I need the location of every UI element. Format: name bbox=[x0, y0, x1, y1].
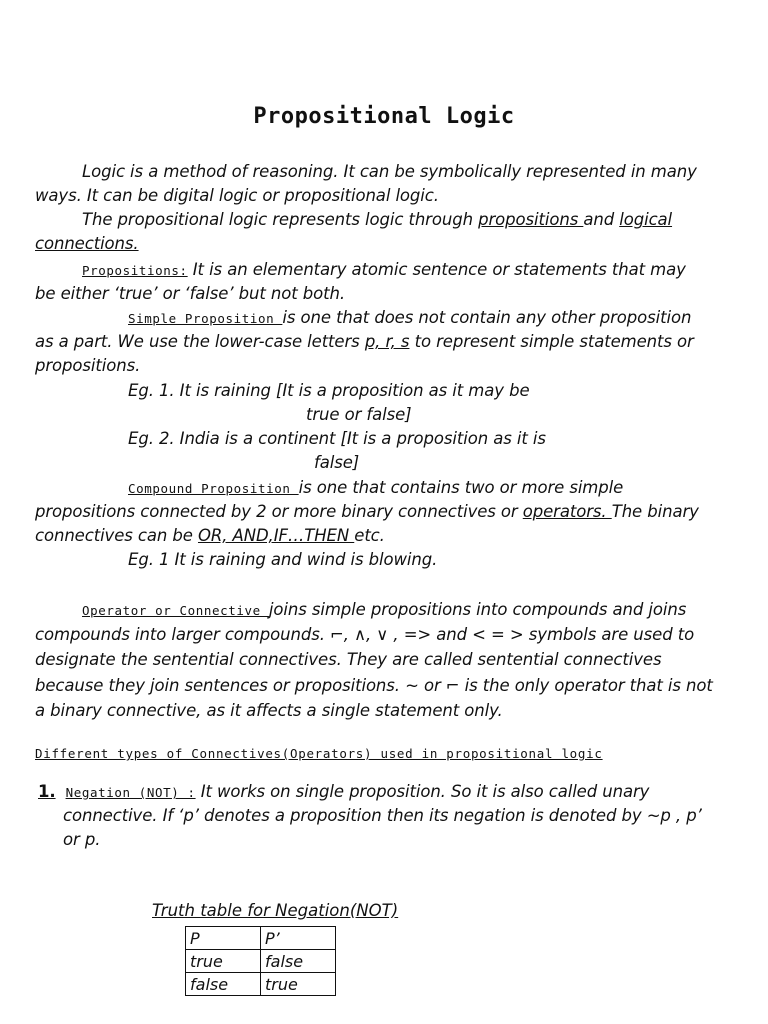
compound-line-1: Compound Proposition is one that contains two or more simple bbox=[128, 478, 624, 497]
example-2-line-a: Eg. 2. India is a continent [It is a proposition as it is bbox=[128, 429, 546, 448]
operator-line-3: designate the sentential connectives. They are called sentential connectives bbox=[35, 650, 662, 669]
compound-line-2: propositions connected by 2 or more binary connectives or operators. The binary bbox=[35, 502, 699, 521]
table-row bbox=[186, 973, 336, 996]
connectives-types-heading: Different types of Connectives(Operators) used in propositional logic bbox=[35, 746, 603, 761]
intro-line-3: The propositional logic represents logic through propositions and logical bbox=[82, 210, 673, 229]
table-cell: true bbox=[261, 973, 336, 996]
operator-line-2: compounds into larger compounds. ⌐, ∧, ∨ , => and < = > symbols are used to bbox=[35, 625, 695, 644]
compound-example: Eg. 1 It is raining and wind is blowing. bbox=[128, 550, 438, 569]
table-cell: false bbox=[261, 950, 336, 973]
header-cell: P’ bbox=[261, 927, 336, 950]
logical-term: logical bbox=[619, 210, 673, 229]
example-1-line-b: true or false] bbox=[306, 405, 412, 424]
operator-label: Operator or Connective bbox=[82, 603, 269, 618]
simple-line-3: propositions. bbox=[35, 356, 141, 375]
truth-table-title: Truth table for Negation(NOT) bbox=[152, 901, 399, 920]
truth-table bbox=[185, 926, 336, 996]
simple-proposition-label: Simple Proposition bbox=[128, 311, 283, 326]
table-cell: true bbox=[186, 950, 261, 973]
compound-line-3: connectives can be OR, AND,IF…THEN etc. bbox=[35, 526, 385, 545]
list-number: 1. bbox=[38, 782, 56, 801]
negation-label: Negation (NOT) : bbox=[65, 785, 196, 800]
negation-line-1: 1. Negation (NOT) : It works on single proposition. So it is also called unary bbox=[38, 782, 650, 801]
propositions-label: Propositions: bbox=[82, 263, 188, 278]
letters-term: p, r, s bbox=[364, 332, 410, 351]
propositions-term: propositions bbox=[478, 210, 584, 229]
table-header-row bbox=[186, 927, 336, 950]
negation-line-3: or p. bbox=[63, 830, 101, 849]
connectives-term: OR, AND,IF…THEN bbox=[197, 526, 355, 545]
header-cell: P bbox=[186, 927, 261, 950]
example-2-line-b: false] bbox=[314, 453, 360, 472]
operators-term: operators. bbox=[522, 502, 612, 521]
page-title: Propositional Logic bbox=[253, 104, 515, 129]
propositions-line-2: be either ‘true’ or ‘false’ but not both. bbox=[35, 284, 345, 303]
table-cell: false bbox=[186, 973, 261, 996]
negation-line-2: connective. If ‘p’ denotes a proposition then its negation is denoted by ~p , p’ bbox=[63, 806, 702, 825]
compound-proposition-label: Compound Proposition bbox=[128, 481, 299, 496]
example-1-line-a: Eg. 1. It is raining [It is a proposition as it may be bbox=[128, 381, 530, 400]
intro-line-4: connections. bbox=[35, 234, 139, 253]
operator-line-4: because they join sentences or propositions. ~ or ⌐ is the only operator that is not bbox=[35, 676, 713, 695]
table-row bbox=[186, 950, 336, 973]
simple-line-1: Simple Proposition is one that does not contain any other proposition bbox=[128, 308, 692, 327]
propositions-line-1: Propositions: It is an elementary atomic sentence or statements that may bbox=[82, 260, 686, 279]
intro-line-1: Logic is a method of reasoning. It can be symbolically represented in many bbox=[82, 162, 697, 181]
operator-line-5: a binary connective, as it affects a single statement only. bbox=[35, 701, 503, 720]
operator-line-1: Operator or Connective joins simple propositions into compounds and joins bbox=[82, 600, 687, 619]
intro-line-2: ways. It can be digital logic or propositional logic. bbox=[35, 186, 439, 205]
simple-line-2: as a part. We use the lower-case letters p, r, s to represent simple statements or bbox=[35, 332, 694, 351]
